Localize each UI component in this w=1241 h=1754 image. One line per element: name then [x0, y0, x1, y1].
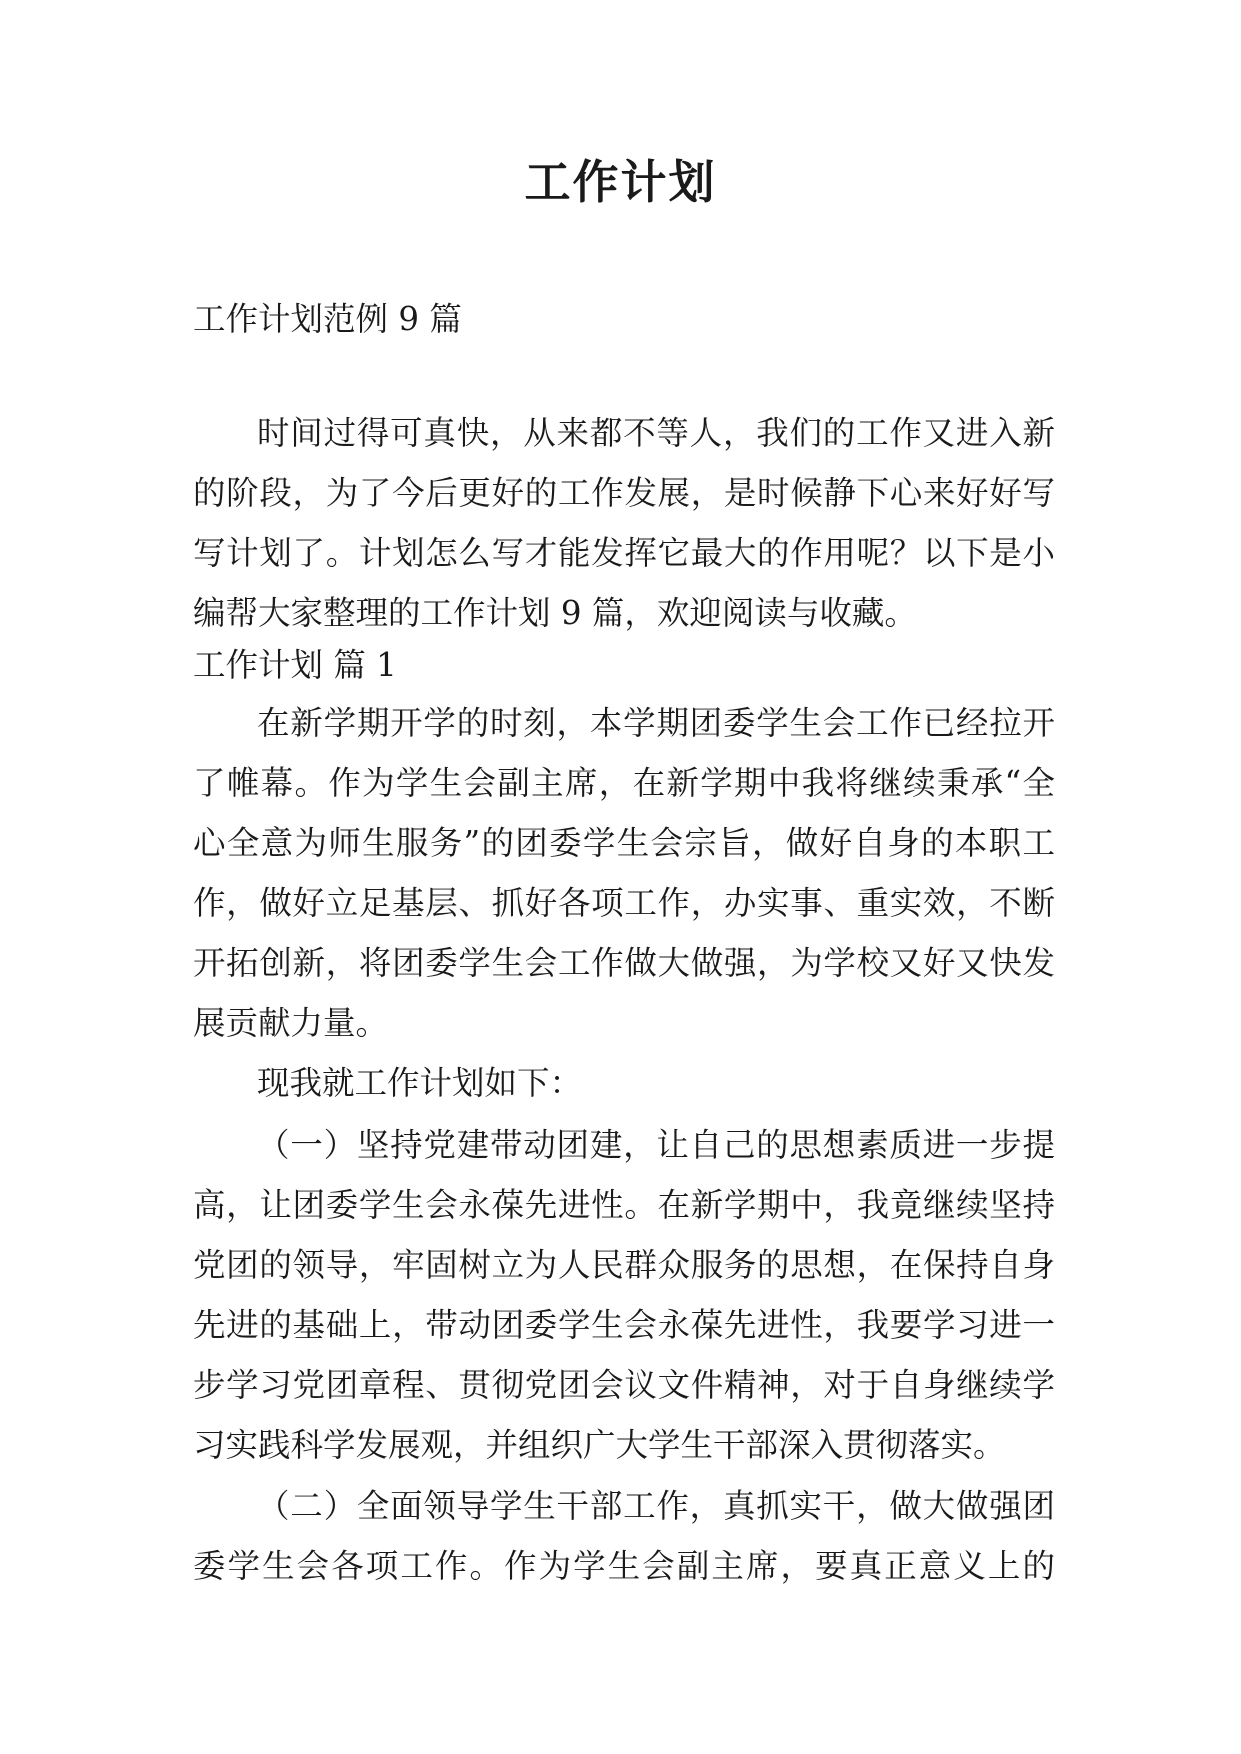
body-text-line: 步学习党团章程、贯彻党团会议文件精神，对于自身继续学	[193, 1366, 1055, 1404]
body-text-line: 的阶段，为了今后更好的工作发展，是时候静下心来好好写	[193, 474, 1055, 512]
body-text-line: 展贡献力量。	[193, 1004, 389, 1042]
body-text-line: 现我就工作计划如下：	[257, 1064, 583, 1102]
body-text-line: 写计划了。计划怎么写才能发挥它最大的作用呢？以下是小	[193, 534, 1055, 572]
body-text-line: 在新学期开学的时刻，本学期团委学生会工作已经拉开	[257, 704, 1055, 742]
body-text-line: 心全意为师生服务”的团委学生会宗旨，做好自身的本职工	[193, 824, 1055, 862]
body-text-line: 高，让团委学生会永葆先进性。在新学期中，我竟继续坚持	[193, 1186, 1055, 1224]
body-text-line: 了帷幕。作为学生会副主席，在新学期中我将继续秉承“全	[193, 764, 1055, 802]
body-text-line: 工作计划 篇 1	[193, 646, 397, 684]
body-text-line: （二）全面领导学生干部工作，真抓实干，做大做强团	[257, 1487, 1055, 1525]
body-text-line: 先进的基础上，带动团委学生会永葆先进性，我要学习进一	[193, 1306, 1055, 1344]
body-text-line: （一）坚持党建带动团建，让自己的思想素质进一步提	[257, 1126, 1055, 1164]
body-text-line: 工作计划范例 9 篇	[193, 300, 462, 338]
body-text-line: 作，做好立足基层、抓好各项工作，办实事、重实效，不断	[193, 884, 1055, 922]
body-text-line: 开拓创新，将团委学生会工作做大做强，为学校又好又快发	[193, 944, 1055, 982]
body-text-line: 编帮大家整理的工作计划 9 篇，欢迎阅读与收藏。	[193, 594, 917, 632]
body-text-line: 党团的领导，牢固树立为人民群众服务的思想，在保持自身	[193, 1246, 1055, 1284]
body-text-line: 习实践科学发展观，并组织广大学生干部深入贯彻落实。	[193, 1426, 1006, 1464]
document-title: 工作计划	[524, 155, 717, 209]
body-text-line: 时间过得可真快，从来都不等人，我们的工作又进入新	[257, 414, 1055, 452]
body-text-line: 委学生会各项工作。作为学生会副主席，要真正意义上的	[193, 1547, 1055, 1585]
